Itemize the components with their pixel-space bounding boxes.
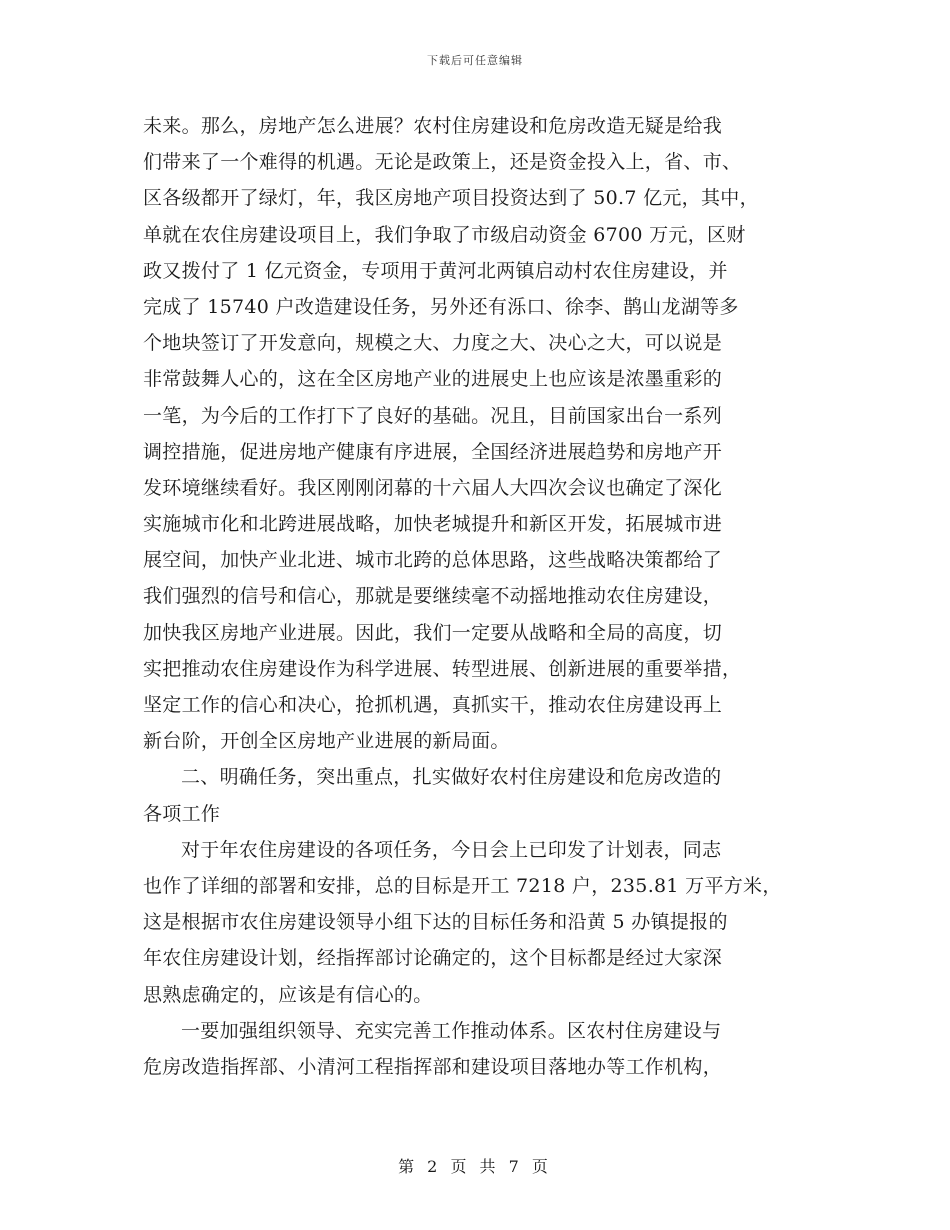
text-line: 年农住房建设计划，经指挥部讨论确定的，这个目标都是经过大家深	[143, 947, 723, 970]
section-heading-cont: 各项工作	[143, 802, 221, 825]
text-line: 个地块签订了开发意向，规模之大、力度之大、决心之大，可以说是	[143, 332, 723, 355]
text-line: 新台阶，开创全区房地产业进展的新局面。	[143, 730, 510, 753]
text-line: 实施城市化和北跨进展战略，加快老城提升和新区开发，拓展城市进	[143, 513, 723, 536]
document-body	[143, 108, 813, 1085]
text-line: 发环境继续看好。我区刚刚闭幕的十六届人大四次会议也确定了深化	[143, 476, 723, 499]
text-line: 非常鼓舞人心的，这在全区房地产业的进展史上也应该是浓墨重彩的	[143, 368, 723, 391]
section-heading: 二、明确任务，突出重点，扎实做好农村住房建设和危房改造的	[181, 766, 722, 789]
page-header: 下载后可任意编辑	[427, 54, 523, 67]
text-line: 实把推动农住房建设作为科学进展、转型进展、创新进展的重要举措，	[143, 657, 742, 680]
text-line: 加快我区房地产业进展。因此，我们一定要从战略和全局的高度，切	[143, 621, 723, 644]
text-line: 展空间，加快产业北进、城市北跨的总体思路，这些战略决策都给了	[143, 549, 723, 572]
paragraph-start: 对于年农住房建设的各项任务，今日会上已印发了计划表，同志	[181, 838, 722, 861]
text-line: 这是根据市农住房建设领导小组下达的目标任务和沿黄 5 办镇提报的	[143, 911, 728, 934]
text-line: 未来。那么，房地产怎么进展？农村住房建设和危房改造无疑是给我	[143, 115, 723, 137]
text-line: 也作了详细的部署和安排，总的目标是开工 7218 户，235.81 万平方米，	[143, 874, 782, 897]
text-line: 们带来了一个难得的机遇。无论是政策上，还是资金投入上，省、市、	[143, 151, 742, 174]
text-line: 思熟虑确定的，应该是有信心的。	[143, 983, 433, 1006]
text-line: 政又拨付了 1 亿元资金，专项用于黄河北两镇启动村农住房建设，并	[143, 259, 728, 282]
text-line: 一笔，为今后的工作打下了良好的基础。况且，目前国家出台一系列	[143, 404, 723, 427]
text-line: 我们强烈的信号和信心，那就是要继续毫不动摇地推动农住房建设，	[143, 585, 723, 608]
paragraph-start: 一要加强组织领导、充实完善工作推动体系。区农村住房建设与	[181, 1019, 722, 1042]
text-line: 区各级都开了绿灯，年，我区房地产项目投资达到了 50.7 亿元，其中，	[143, 187, 759, 210]
text-line: 调控措施，促进房地产健康有序进展，全国经济进展趋势和房地产开	[143, 440, 723, 463]
page-number: 第 2 页 共 7 页	[398, 1157, 552, 1176]
text-line: 单就在农住房建设项目上，我们争取了市级启动资金 6700 万元，区财	[143, 223, 746, 246]
text-line: 坚定工作的信心和决心，抢抓机遇，真抓实干，推动农住房建设再上	[143, 694, 723, 716]
text-line: 危房改造指挥部、小清河工程指挥部和建设项目落地办等工作机构，	[143, 1055, 723, 1078]
text-line: 完成了 15740 户改造建设任务，另外还有泺口、徐李、鹊山龙湖等多	[143, 295, 739, 318]
